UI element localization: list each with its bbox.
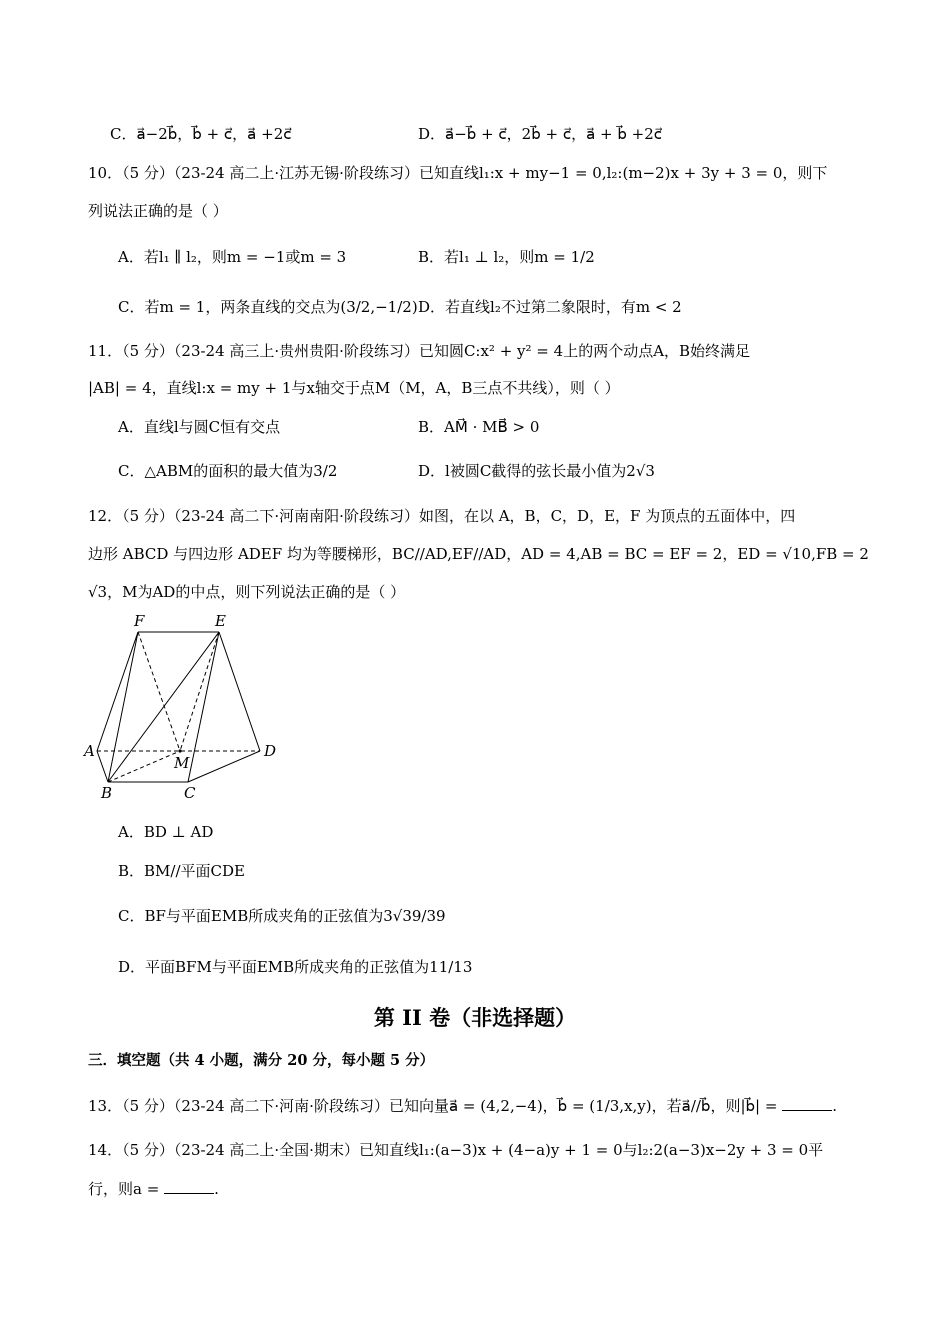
label-c: C [184,784,196,802]
q11-stem-line2: |AB| = 4，直线l:x = my + 1与x轴交于点M（M，A，B三点不共线），则（ ） [88,379,620,397]
q10-stem-line2: 列说法正确的是（ ） [88,202,228,220]
label-m: M [174,754,190,772]
label-d: D [264,742,277,760]
q9-option-c: C．a⃗−2b⃗，b⃗ + c⃗，a⃗ +2c⃗ [110,125,292,143]
edge-eb [108,632,219,782]
q14-text: 行，则a = [88,1180,160,1198]
edge-ab [97,751,108,782]
q12-option-b: B．BM//平面CDE [118,862,245,880]
q13-answer-blank[interactable] [782,1096,832,1111]
q10-option-b: B．若l₁ ⊥ l₂，则m = 1/2 [418,248,595,266]
edge-em-dashed [180,632,219,751]
q12-stem-line3: √3，M为AD的中点，则下列说法正确的是（ ） [88,583,406,601]
q14-end: . [214,1180,219,1198]
q10-option-c: C．若m = 1，两条直线的交点为(3/2,−1/2) [118,298,418,316]
q13-end: . [832,1097,837,1115]
q12-option-c: C．BF与平面EMB所成夹角的正弦值为3√39/39 [118,907,446,925]
q9-option-d: D．a⃗−b⃗ + c⃗，2b⃗ + c⃗，a⃗ + b⃗ +2c⃗ [418,125,663,143]
q11-stem-line1: 11．（5 分）（23-24 高三上·贵州贵阳·阶段练习）已知圆C:x² + y² = 4上的两个动点A，B始终满足 [88,342,751,360]
q12-option-d: D．平面BFM与平面EMB所成夹角的正弦值为11/13 [118,958,473,976]
edge-ec [188,632,219,782]
q12-stem-line1: 12．（5 分）（23-24 高二下·河南南阳·阶段练习）如图，在以 A，B，C，D，E，F 为顶点的五面体中，四 [88,507,796,525]
edge-cd [188,751,260,782]
section-title: 第 II 卷（非选择题） [373,1005,577,1030]
q10-stem-line1: 10．（5 分）（23-24 高二上·江苏无锡·阶段练习）已知直线l₁:x + my−1 = 0,l₂:(m−2)x + 3y + 3 = 0，则下 [88,164,828,182]
pentahedron-figure [80,608,290,803]
point-m [178,749,181,752]
label-b: B [101,784,113,802]
q12-stem-line2: 边形 ABCD 与四边形 ADEF 均为等腰梯形，BC//AD,EF//AD，AD = 4,AB = BC = EF = 2，ED = √10,FB = 2 [88,545,869,563]
q12-option-a: A．BD ⊥ AD [118,823,214,841]
label-e: E [215,612,226,630]
q11-option-b: B．AM⃗ · MB⃗ > 0 [418,418,540,436]
q14-stem-line1: 14．（5 分）（23-24 高二上·全国·期末）已知直线l₁:(a−3)x + (4−a)y + 1 = 0与l₂:2(a−3)x−2y + 3 = 0平 [88,1141,824,1159]
q10-option-a: A．若l₁ ∥ l₂，则m = −1或m = 3 [118,248,347,266]
q13-text: 13．（5 分）（23-24 高二下·河南·阶段练习）已知向量a⃗ = (4,2,−4)，b⃗ = (1/3,x,y)，若a⃗//b⃗，则|b⃗| = [88,1097,778,1115]
edge-bm-dashed [108,751,180,782]
q10-option-d: D．若直线l₂不过第二象限时，有m < 2 [418,298,682,316]
q11-option-a: A．直线l与圆C恒有交点 [118,418,281,436]
label-a: A [84,742,95,760]
label-f: F [134,612,145,630]
q11-option-d: D．l被圆C截得的弦长最小值为2√3 [418,462,655,480]
q11-option-c: C．△ABM的面积的最大值为3/2 [118,462,338,480]
q13-stem [88,1095,837,1116]
edge-ed [219,632,260,751]
section-subtitle: 三．填空题（共 4 小题，满分 20 分，每小题 5 分） [88,1052,435,1069]
q14-stem-line2 [88,1178,219,1199]
q14-answer-blank[interactable] [164,1179,214,1194]
